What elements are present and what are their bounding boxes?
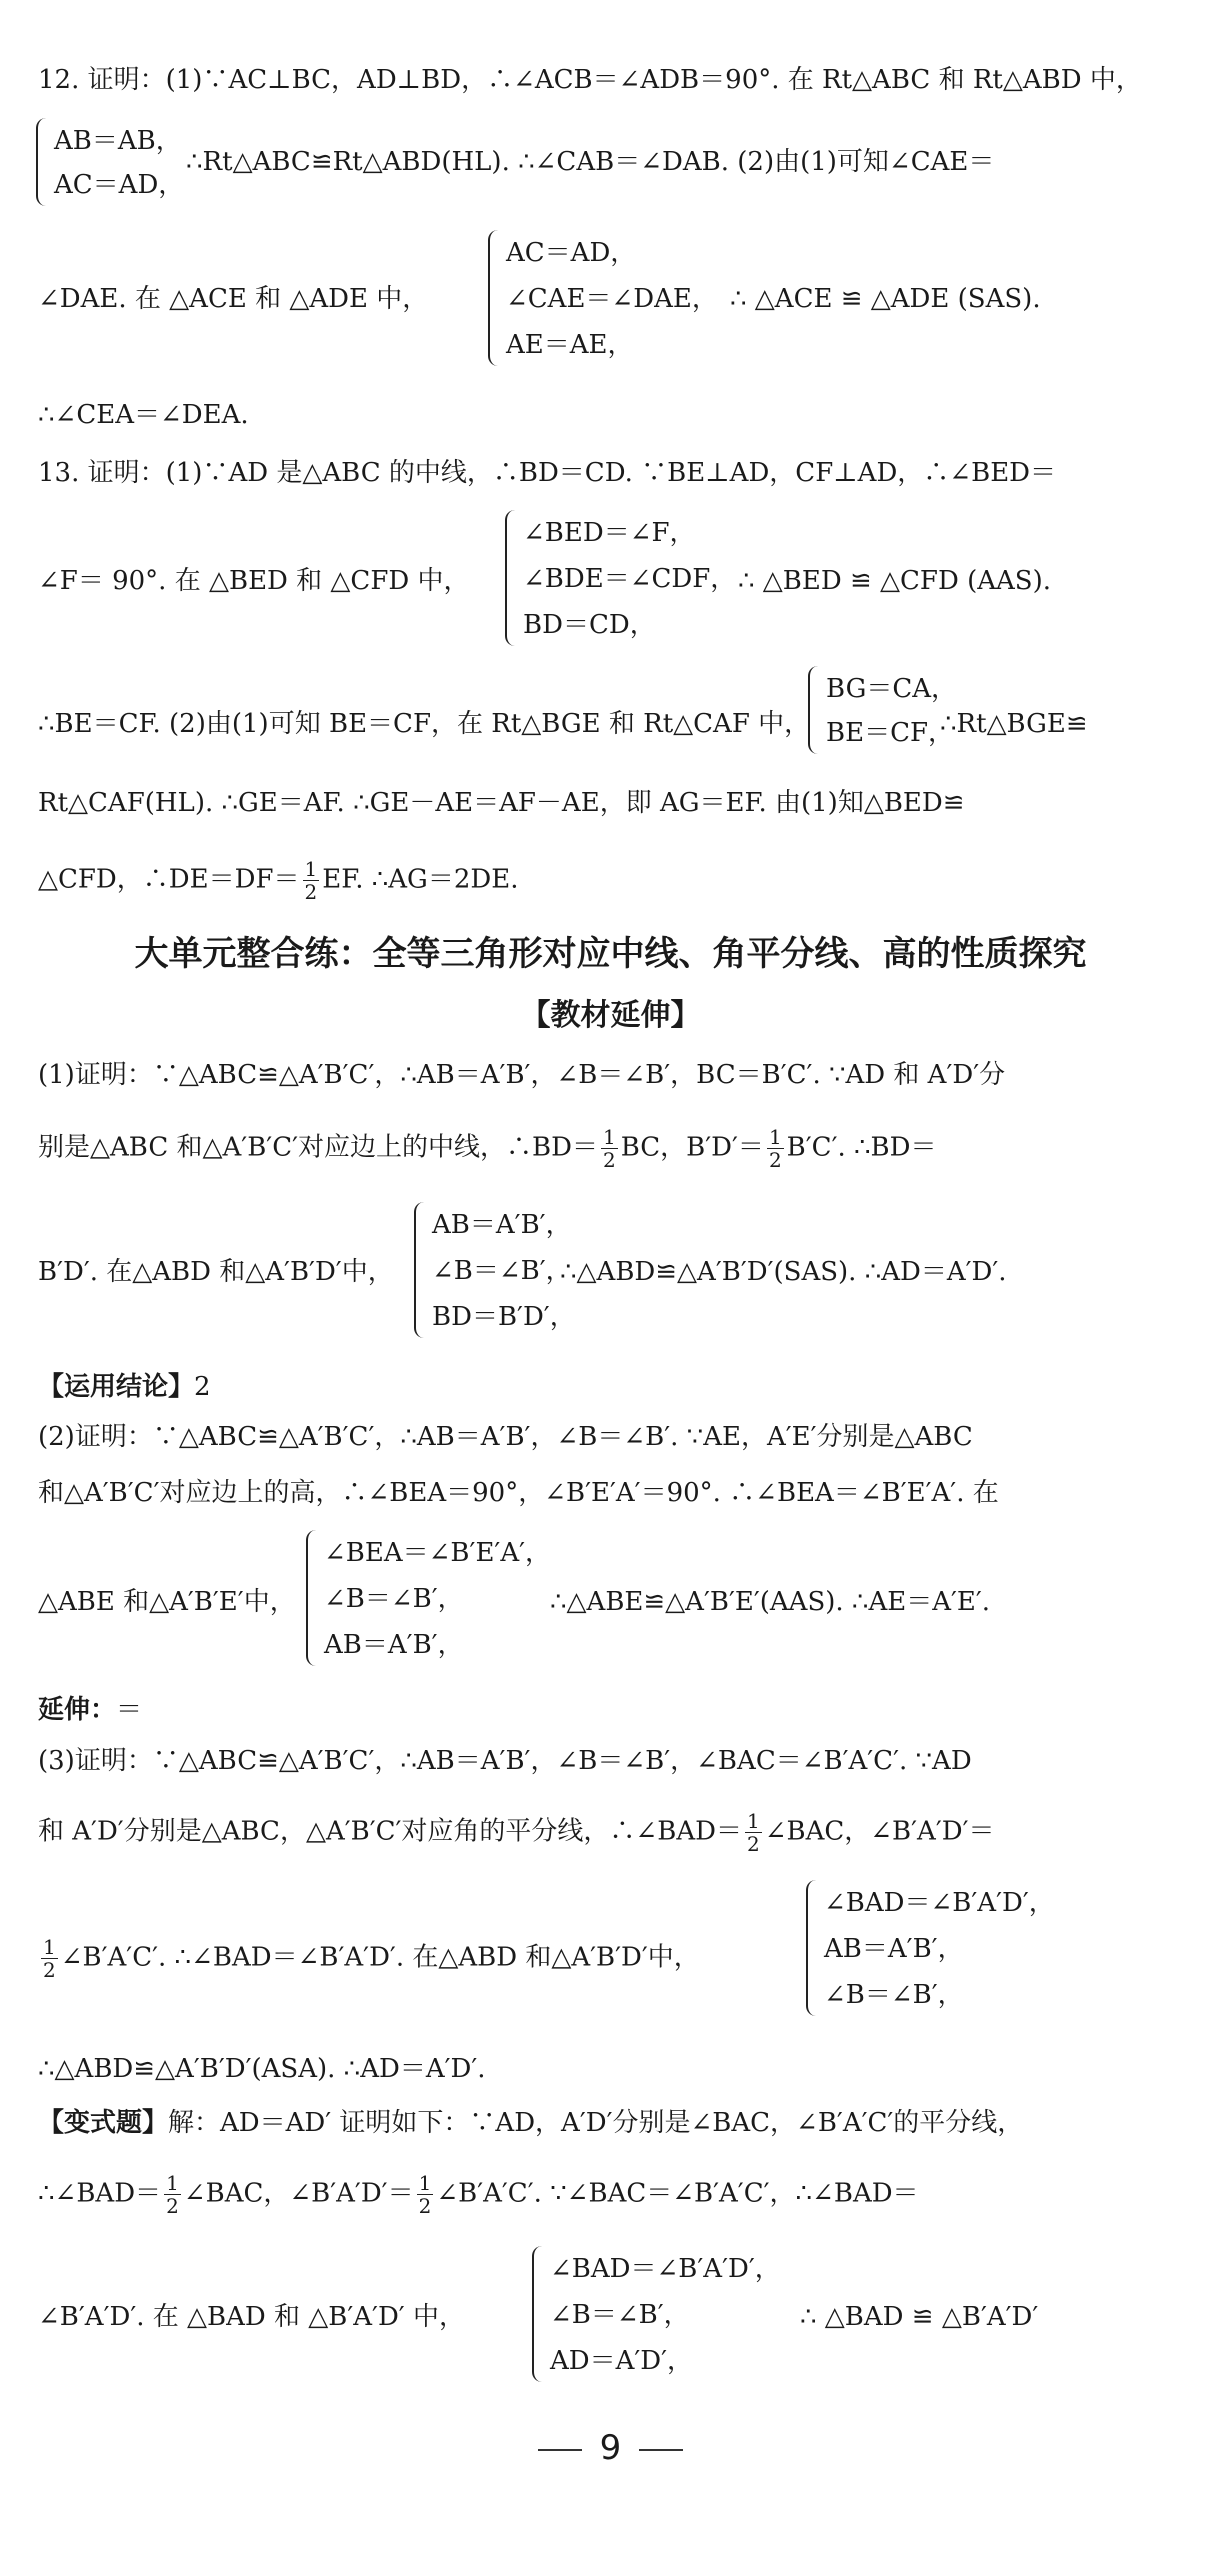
q13-system1: ∠BED＝∠F， ∠BDE＝∠CDF， BD＝CD， bbox=[505, 510, 745, 646]
q12-line3a: ∠DAE. 在 △ACE 和 △ADE 中， bbox=[38, 284, 429, 314]
q12-line3b: ∴ △ACE ≌ △ADE (SAS). bbox=[730, 284, 1041, 314]
p2-line3b: ∴△ABE≌△A′B′E′(AAS). ∴AE＝A′E′. bbox=[550, 1587, 991, 1617]
p2-line2: 和△A′B′C′对应边上的高，∴∠BEA＝90°，∠B′E′A′＝90°. ∴∠BEA＝∠B′E′A′. 在 bbox=[38, 1478, 999, 1508]
apply-conclusion: 【运用结论】2 bbox=[38, 1372, 211, 1402]
extension: 延伸：＝ bbox=[38, 1695, 143, 1725]
q13-line1: 13. 证明：(1)∵AD 是△ABC 的中线，∴BD＝CD. ∵BE⊥AD，CF⊥AD，∴∠BED＝ bbox=[38, 458, 1057, 488]
p3-system: ∠BAD＝∠B′A′D′， AB＝A′B′， ∠B＝∠B′， bbox=[806, 1880, 1066, 2016]
p1-line3a: B′D′. 在△ABD 和△A′B′D′中， bbox=[38, 1257, 394, 1287]
variant-line3b: ∴ △BAD ≌ △B′A′D′ bbox=[800, 2302, 1039, 2332]
p1-line1: (1)证明：∵△ABC≌△A′B′C′，∴AB＝A′B′，∠B＝∠B′，BC＝B′C′. ∵AD 和 A′D′分 bbox=[38, 1060, 1006, 1090]
q12-system2: AC＝AD， ∠CAE＝∠DAE， AE＝AE， bbox=[488, 230, 728, 366]
p2-line1: (2)证明：∵△ABC≌△A′B′C′，∴AB＝A′B′，∠B＝∠B′. ∵AE，A′E′分别是△ABC bbox=[38, 1422, 973, 1452]
variant-line2: ∴∠BAD＝ $\frac{1}{2}$ ∠BAC，∠B′A′D′＝ $\frac{1}{2}$ ∠B′A′C′. ∵∠BAC＝∠B′A′C′，∴∠BAD＝ bbox=[38, 2171, 919, 2218]
p2-line3a: △ABE 和△A′B′E′中， bbox=[38, 1587, 296, 1617]
q12-system1: AB＝AB， AC＝AD， bbox=[36, 118, 236, 206]
section-title: 大单元整合练：全等三角形对应中线、角平分线、高的性质探究 bbox=[134, 934, 1087, 974]
q13-system2: BG＝CA， BE＝CF， bbox=[808, 666, 948, 754]
fraction-half: $\frac{1}{2}$ bbox=[304, 857, 318, 904]
q13-line4: Rt△CAF(HL). ∴GE＝AF. ∴GE－AE＝AF－AE，即 AG＝EF. 由(1)知△BED≌ bbox=[38, 788, 965, 818]
p3-line4: ∴△ABD≌△A′B′D′(ASA). ∴AD＝A′D′. bbox=[38, 2054, 486, 2084]
q12-line2: ∴Rt△ABC≌Rt△ABD(HL). ∴∠CAB＝∠DAB. (2)由(1)可知∠CAE＝ bbox=[186, 147, 995, 177]
variant-line1: 【变式题】解：AD＝AD′ 证明如下：∵AD，A′D′分别是∠BAC，∠B′A′C′的平分线， bbox=[38, 2108, 1024, 2138]
q13-line2b: ∴ △BED ≌ △CFD (AAS). bbox=[738, 566, 1052, 596]
q12-line1: 12. 证明：(1)∵AC⊥BC，AD⊥BD，∴∠ACB＝∠ADB＝90°. 在 Rt△ABC 和 Rt△ABD 中， bbox=[38, 65, 1142, 95]
page-number: 9 bbox=[0, 2428, 1221, 2468]
p1-system: AB＝A′B′， ∠B＝∠B′， BD＝B′D′， bbox=[414, 1202, 624, 1338]
q13-line2a: ∠F＝ 90°. 在 △BED 和 △CFD 中， bbox=[38, 566, 470, 596]
p1-line3b: ∴△ABD≌△A′B′D′(SAS). ∴AD＝A′D′. bbox=[560, 1257, 1007, 1287]
q12-line4: ∴∠CEA＝∠DEA. bbox=[38, 400, 249, 430]
p3-line2: 和 A′D′分别是△ABC，△A′B′C′对应角的平分线，∴∠BAD＝ $\frac{1}{2}$ ∠BAC，∠B′A′D′＝ bbox=[38, 1809, 995, 1856]
section-subtitle: 【教材延伸】 bbox=[520, 998, 701, 1033]
p2-system: ∠BEA＝∠B′E′A′， ∠B＝∠B′， AB＝A′B′， bbox=[306, 1530, 566, 1666]
q13-line3a: ∴BE＝CF. (2)由(1)可知 BE＝CF，在 Rt△BGE 和 Rt△CAF 中， bbox=[38, 709, 811, 739]
p3-line3: $\frac{1}{2}$ ∠B′A′C′. ∴∠BAD＝∠B′A′D′. 在△ABD 和△A′B′D′中， bbox=[43, 1935, 700, 1982]
p1-line2: 别是△ABC 和△A′B′C′对应边上的中线，∴BD＝ $\frac{1}{2}$ BC，B′D′＝ $\frac{1}{2}$ B′C′. ∴BD＝ bbox=[38, 1125, 937, 1172]
q13-line5: △CFD，∴DE＝DF＝ $\frac{1}{2}$ EF. ∴AG＝2DE. bbox=[38, 857, 519, 904]
variant-line3a: ∠B′A′D′. 在 △BAD 和 △B′A′D′ 中， bbox=[38, 2302, 465, 2332]
q13-line3b: ∴Rt△BGE≌ bbox=[940, 709, 1088, 739]
p3-line1: (3)证明：∵△ABC≌△A′B′C′，∴AB＝A′B′，∠B＝∠B′，∠BAC＝∠B′A′C′. ∵AD bbox=[38, 1746, 972, 1776]
variant-system: ∠BAD＝∠B′A′D′， ∠B＝∠B′， AD＝A′D′， bbox=[532, 2246, 792, 2382]
